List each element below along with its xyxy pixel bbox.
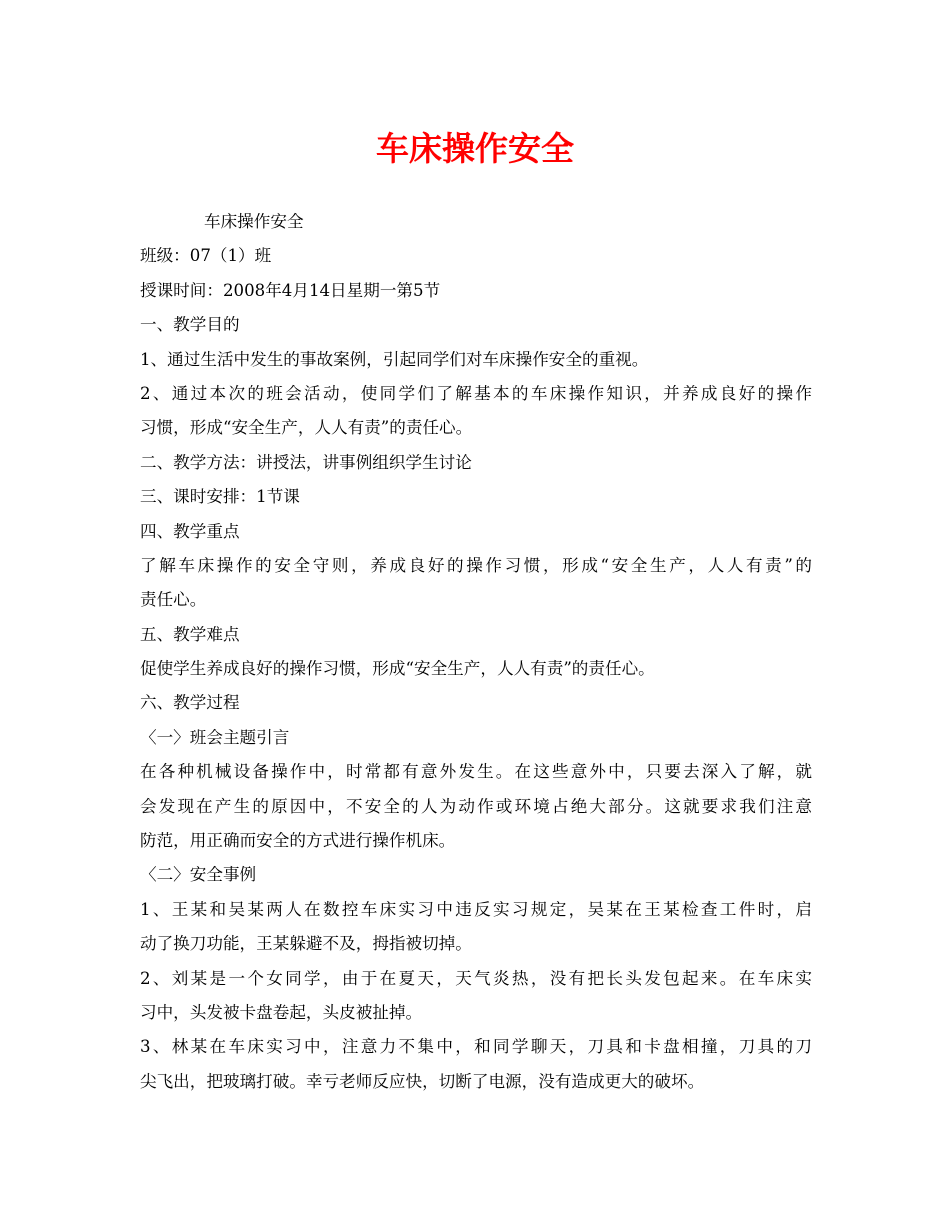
text-line: 尖飞出，把玻璃打破。幸亏老师反应快，切断了电源，没有造成更大的破坏。: [140, 1071, 705, 1091]
text-line: 动了换刀功能，王某躲避不及，拇指被切掉。: [140, 934, 472, 954]
text-line: 责任心。: [140, 590, 207, 610]
subtitle-line: 车床操作安全: [204, 212, 304, 231]
section-heading-process: 六、教学过程: [140, 693, 240, 713]
document-title: 车床操作安全: [376, 129, 574, 168]
text-line: 1、通过生活中发生的事故案例，引起同学们对车床操作安全的重视。: [140, 349, 649, 369]
document-body: [140, 205, 812, 1099]
text-line: 习中，头发被卡盘卷起，头皮被扯掉。: [140, 1002, 423, 1022]
text-line: 2、通过本次的班会活动，使同学们了解基本的车床操作知识，并养成良好的操作: [140, 383, 812, 403]
section-heading-objectives: 一、教学目的: [140, 315, 240, 335]
text-line: 促使学生养成良好的操作习惯，形成“安全生产，人人有责”的责任心。: [140, 659, 655, 679]
section-heading-difficulties: 五、教学难点: [140, 624, 240, 644]
text-line: 了解车床操作的安全守则，养成良好的操作习惯，形成“安全生产，人人有责”的: [140, 555, 812, 575]
class-line: 班级：07（1）班: [140, 246, 272, 266]
text-line: 2、刘某是一个女同学，由于在夏天，天气炎热，没有把长头发包起来。在车床实: [140, 968, 812, 988]
section-heading-key-points: 四、教学重点: [140, 521, 240, 541]
subsection-heading-introduction: 〈一〉班会主题引言: [140, 727, 290, 747]
section-heading-schedule: 三、课时安排：1节课: [140, 487, 300, 507]
subsection-heading-cases: 〈二〉安全事例: [140, 865, 257, 885]
text-line: 防范，用正确而安全的方式进行操作机床。: [140, 831, 456, 851]
text-line: 习惯，形成“安全生产，人人有责”的责任心。: [140, 418, 473, 438]
text-line: 在各种机械设备操作中，时常都有意外发生。在这些意外中，只要去深入了解，就: [140, 762, 812, 782]
teaching-time-line: 授课时间：2008年4月14日星期一第5节: [140, 280, 441, 300]
text-line: 会发现在产生的原因中，不安全的人为动作或环境占绝大部分。这就要求我们注意: [140, 796, 812, 816]
section-heading-methods: 二、教学方法：讲授法，讲事例组织学生讨论: [140, 452, 472, 472]
text-line: 3、林某在车床实习中，注意力不集中，和同学聊天，刀具和卡盘相撞，刀具的刀: [140, 1037, 812, 1057]
text-line: 1、王某和吴某两人在数控车床实习中违反实习规定，吴某在王某检查工件时，启: [140, 899, 812, 919]
